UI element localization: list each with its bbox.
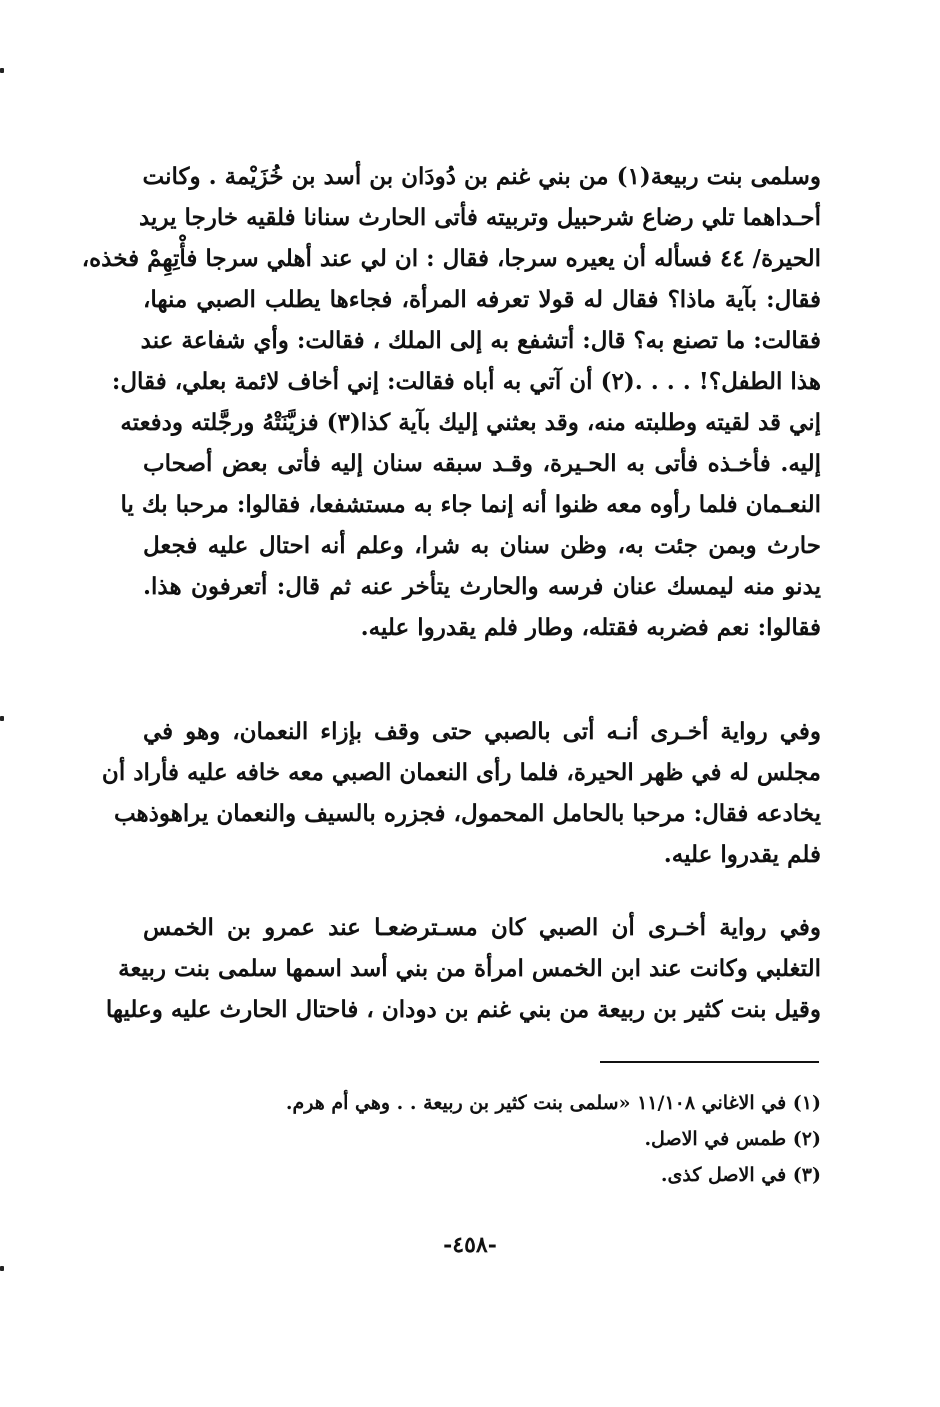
text-line: وفي رواية أخـرى أنـه أتى بالصبي حتى وقف بإزاء النعمان، وهو في <box>143 718 821 745</box>
paragraph-3 <box>105 907 821 1030</box>
text-line: التغلبي وكانت عند ابن الخمس امرأة من بني أسد اسمها سلمى بنت ربيعة <box>118 955 821 982</box>
page-number: -٤٥٨- <box>443 1232 497 1258</box>
footnote-3: (٣) في الاصل كذى. <box>660 1164 821 1186</box>
paragraph-2 <box>101 711 821 875</box>
footnote-1: (١) في الاغاني ١١/١٠٨ «سلمى بنت كثير بن ربيعة . . وهي أم هرم. <box>285 1092 821 1114</box>
paragraph-1 <box>81 156 821 648</box>
text-line: يدنو منه ليمسك عنان فرسه والحارث يتأخر عنه ثم قال: أتعرفون هذا. <box>143 573 821 600</box>
text-line: فقال: بآية ماذا؟ فقال له قولا تعرفه المرأة، فجاءها يطلب الصبي منها، <box>143 286 821 313</box>
text-line: أحـداهما تلي رضاع شرحبيل وتربيته فأتى الحارث سنانا فلقيه خارجا يريد <box>138 204 821 231</box>
text-line: إليه. فأخـذه فأتى به الحـيرة، وقـد سبقه سنان إليه فأتى بعض أصحاب <box>143 450 821 477</box>
text-line: فقالوا: نعم فضربه فقتله، وطار فلم يقدروا عليه. <box>360 614 821 641</box>
text-line: فقالت: ما تصنع به؟ قال: أتشفع به إلى الملك ، فقالت: وأي شفاعة عند <box>140 327 821 354</box>
text-line: يخادعه فقال: مرحبا بالحامل المحمول، فجزره بالسيف والنعمان يراهوذهب <box>113 800 821 827</box>
text-line: النعـمان فلما رأوه معه ظنوا أنه إنما جاء به مستشفعا، فقالوا: مرحبا بك يا <box>120 491 821 518</box>
text-line: وقيل بنت كثير بن ربيعة من بني غنم بن دودان ، فاحتال الحارث عليه وعليها <box>105 996 821 1023</box>
scan-edge-mark <box>0 1266 4 1271</box>
text-line: وسلمى بنت ربيعة(١) من بني غنم بن دُودَان بن أسد بن خُزَيْمة . وكانت <box>142 163 821 190</box>
text-line: هذا الطفل؟! . . . .(٢) أن آتي به أباه فقالت: إني أخاف لائمة بعلي، فقال: <box>111 368 821 395</box>
text-line: الحيرة/ ٤٤ فسأله أن يعيره سرجا، فقال : ان لي عند أهلي سرجا فأْتِهِمْ فخذه، <box>81 245 821 272</box>
text-line: مجلس له في ظهر الحيرة، فلما رأى النعمان الصبي معه خافه عليه فأراد أن <box>101 759 821 786</box>
text-line: فلم يقدروا عليه. <box>663 841 821 868</box>
scan-edge-mark <box>0 68 4 73</box>
footnote-2: (٢) طمس في الاصل. <box>644 1128 821 1150</box>
footnotes <box>143 1085 821 1193</box>
text-line: وفي رواية أخـرى أن الصبي كان مسـترضعـا عند عمرو بن الخمس <box>143 914 821 941</box>
text-line: حارث وبمن جئت به، وظن سنان به شرا، وعلم أنه احتال عليه فجعل <box>143 532 821 559</box>
footnote-divider <box>600 1061 819 1063</box>
text-line: إني قد لقيته وطلبته منه، وقد بعثني إليك بآية كذا(٣) فزيَّنَتْهُ ورجَّلته ودفعته <box>120 409 821 436</box>
scan-edge-mark <box>0 716 4 721</box>
